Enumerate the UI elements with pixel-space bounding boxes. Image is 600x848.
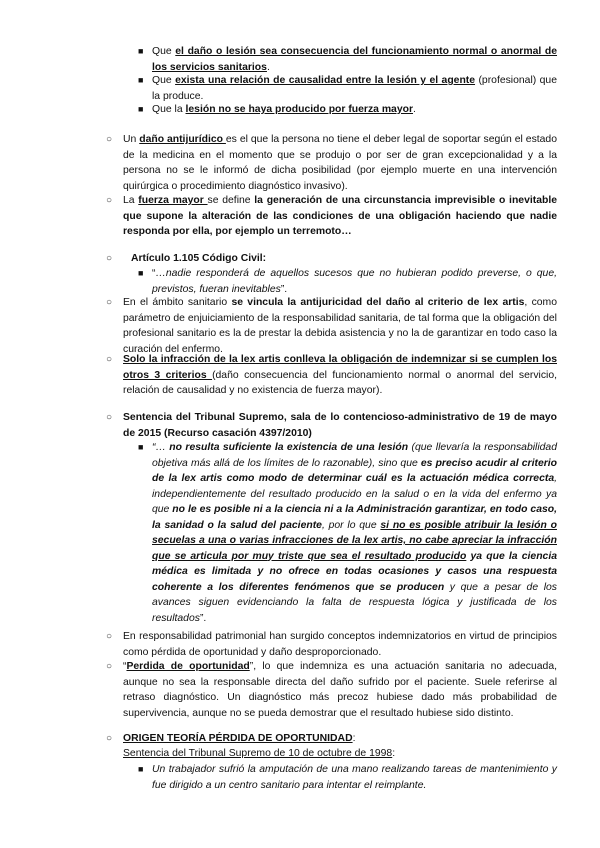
square-bullet-icon: ■: [138, 104, 144, 114]
fuerza-mayor-paragraph: La fuerza mayor se define la generación de una circunstancia imprevisible o inevitable que supone la alteración de las condiciones de una obligación haciendo que nadie responda por ella, por ejemplo un terremoto…: [123, 195, 557, 237]
square-bullet-icon: ■: [138, 442, 144, 452]
condition-fuerza-mayor: Que la lesión no se haya producido por fuerza mayor.: [152, 104, 416, 115]
condition-funcionamiento: Que el daño o lesión sea consecuencia del funcionamiento normal o anormal de los servicios sanitarios.: [152, 46, 558, 73]
square-bullet-icon: ■: [138, 764, 144, 774]
circle-bullet-icon: ○: [106, 297, 113, 308]
square-bullet-icon: ■: [138, 75, 144, 85]
circle-bullet-icon: ○: [106, 631, 113, 642]
articulo-quote: “…nadie responderá de aquellos sucesos que no hubieran podido preverse, o que, previstos, fueran inevitables”.: [152, 268, 557, 295]
sentencia-2015-title: Sentencia del Tribunal Supremo, sala de lo contencioso-administrativo de 19 de mayo de 2015 (Recurso casación 4397/2010): [123, 412, 557, 439]
square-bullet-icon: ■: [138, 46, 144, 56]
circle-bullet-icon: ○: [106, 354, 113, 365]
perdida-oportunidad-paragraph: “Perdida de oportunidad”, lo que indemniza es una actuación sanitaria no adecuada, aunque no sea la responsable directa del daño sufrido por el paciente. Suele referirse al retraso diagnóstico. Un diagnóstico más precoz hubiese dado más probabilidad de supervivencia, aunque no se pueda demostrar que el resultado hubiese sido distinto.: [123, 661, 557, 719]
articulo-title: Artículo 1.105 Código Civil:: [131, 253, 267, 264]
square-bullet-icon: ■: [138, 268, 144, 278]
circle-bullet-icon: ○: [106, 412, 113, 423]
dano-antijuridico-paragraph: Un daño antijurídico es el que la persona no tiene el deber legal de soportar según el estado de la medicina en el momento que se produjo o por ser de gran excepcionalidad y a la persona no se le informó de dicha posibilidad (por ejemplo muerte en una intervención quirúrgica o procedimiento diagnóstico invasivo).: [123, 134, 557, 192]
sentencia-2015-quote: “… no resulta suficiente la existencia de una lesión (que llevaría la responsabilidad objetiva más allá de los límites de lo razonable), sino que es preciso acudir al criterio de la lex artis como modo de determinar cuál es la actuación médica correcta, independientemente del resultado producido en la salud o en la vida del enfermo ya que no le es posible ni a la ciencia ni a la Administración garantizar, en todo caso, la sanidad o la salud del paciente, por lo que si no es posible atribuir la lesión o secuelas a una o varias infracciones de la lex artis, no cabe apreciar la infracción que se articula por muy triste que sea el resultado producido ya que la ciencia médica es limitada y no ofrece en todas ocasiones y casos una respuesta coherente a los diferentes fenómenos que se producen y que a pesar de los avances siguen evidenciando la falta de respuesta lógica y justificada de los resultados”.: [152, 442, 558, 624]
origen-title: ORIGEN TEORÍA PÉRDIDA DE OPORTUNIDAD:: [123, 733, 356, 744]
solo-infraccion-paragraph: Solo la infracción de la lex artis conlleva la obligación de indemnizar si se cumplen los otros 3 criterios (daño consecuencia del funcionamiento normal o anormal del servicio, relación de causalidad y no existencia de fuerza mayor).: [123, 354, 558, 396]
responsabilidad-paragraph: En responsabilidad patrimonial han surgido conceptos indemnizatorios en virtud de principios como pérdida de oportunidad y daño desproporcionado.: [123, 631, 557, 658]
circle-bullet-icon: ○: [106, 733, 113, 744]
circle-bullet-icon: ○: [106, 253, 113, 264]
origen-sentencia: Sentencia del Tribunal Supremo de 10 de octubre de 1998:: [123, 748, 396, 759]
circle-bullet-icon: ○: [106, 661, 113, 672]
ambito-sanitario-paragraph: En el ámbito sanitario se vincula la antijuricidad del daño al criterio de lex artis, como parámetro de enjuiciamiento de la responsabilidad sanitaria, de tal forma que la obligación del profesional sanitario es la de prestar la debida asistencia y no la de garantizar en todo caso la curación del enfermo.: [123, 297, 557, 355]
condition-causalidad: Que exista una relación de causalidad entre la lesión y el agente (profesional) que la produce.: [152, 75, 557, 102]
circle-bullet-icon: ○: [106, 134, 113, 145]
circle-bullet-icon: ○: [106, 195, 113, 206]
origen-caso: Un trabajador sufrió la amputación de una mano realizando tareas de mantenimiento y fue dirigido a un centro sanitario para intentar el reimplante.: [152, 764, 557, 791]
